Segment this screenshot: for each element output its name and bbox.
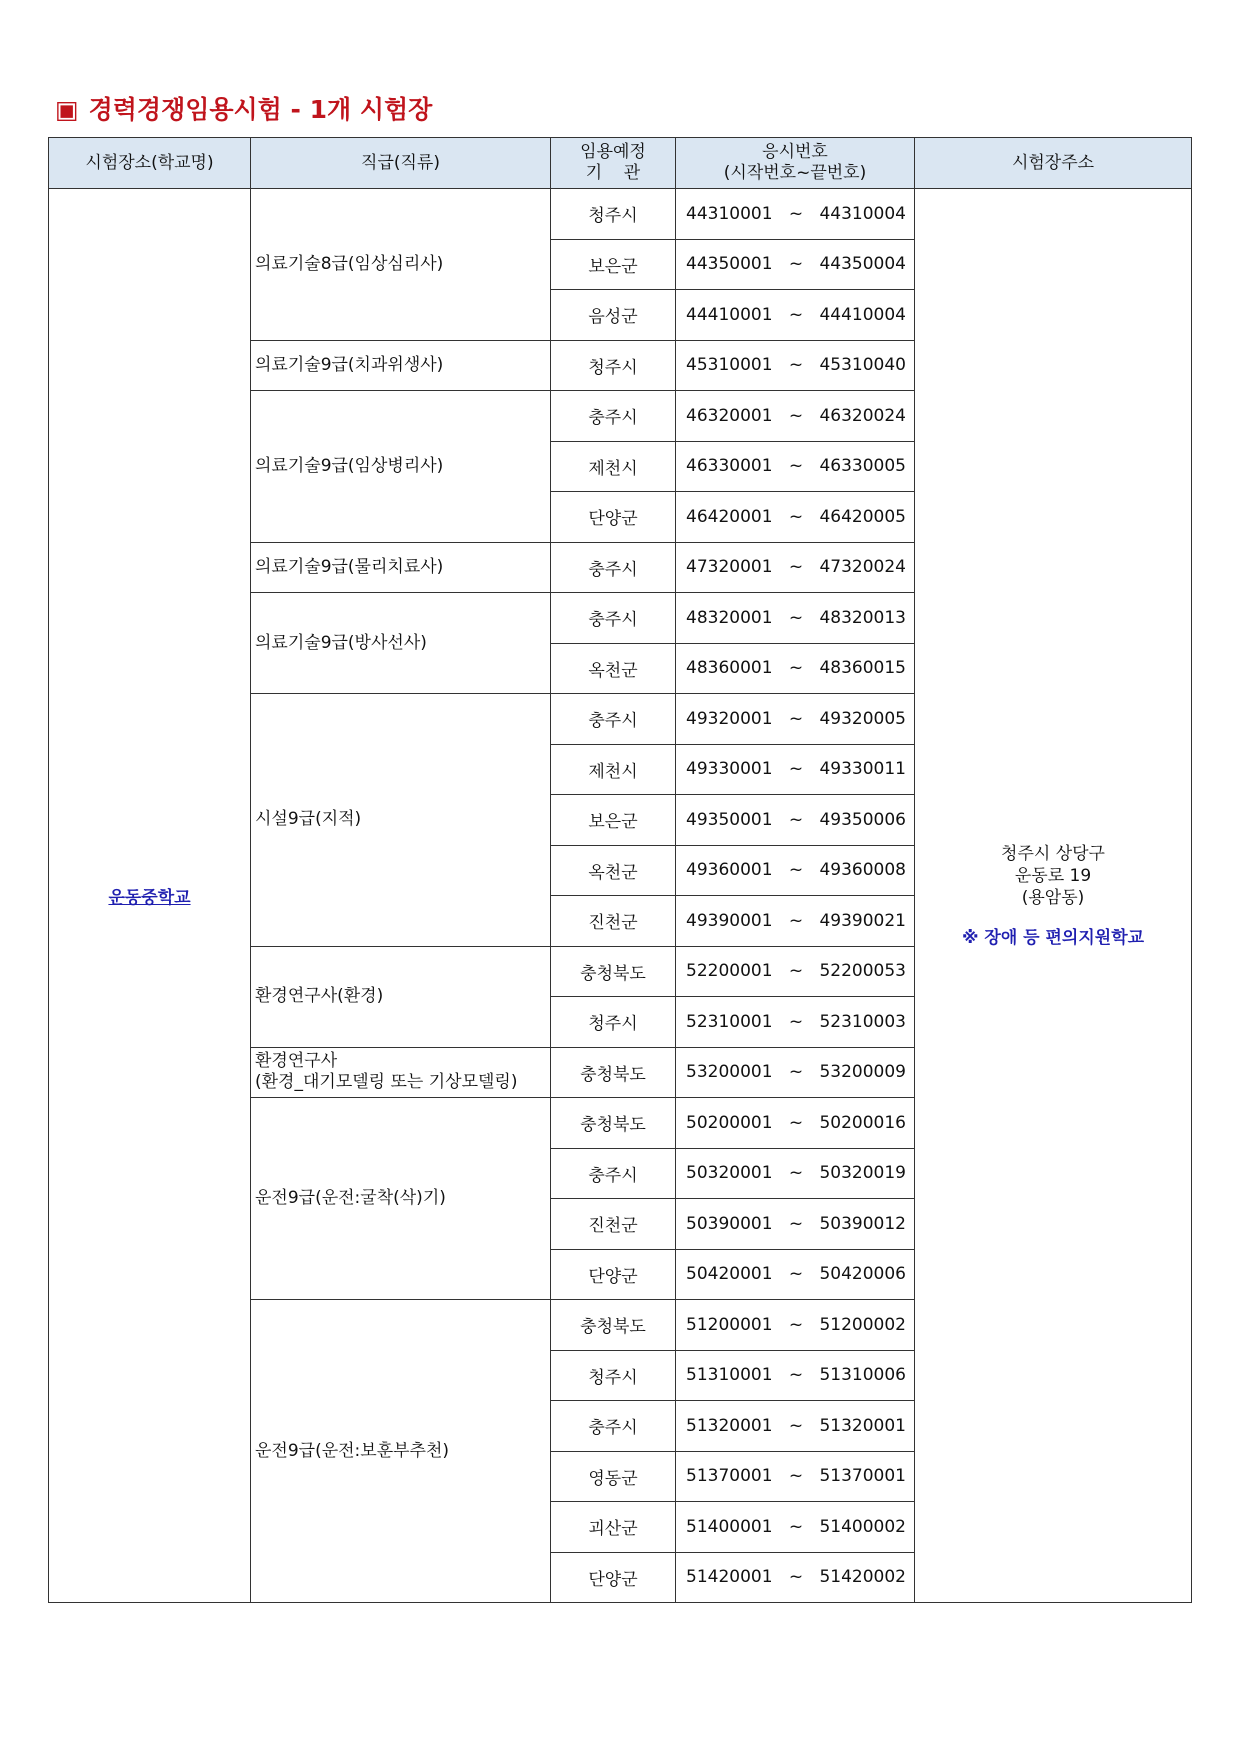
exam-number-range [676, 1300, 915, 1351]
exam-number-end: 44410004 [819, 304, 906, 325]
exam-number-range [676, 1451, 915, 1502]
exam-number-range [676, 1249, 915, 1300]
grade-label: 의료기술9급(치과위생사) [255, 354, 444, 375]
exam-number-sep: ~ [788, 1567, 804, 1588]
exam-number-sep: ~ [788, 1011, 804, 1032]
agency-cell: 진천군 [551, 1199, 676, 1250]
agency-cell: 옥천군 [551, 643, 676, 694]
agency-cell: 충청북도 [551, 1047, 676, 1098]
grade-cell [251, 593, 551, 694]
agency-cell: 영동군 [551, 1451, 676, 1502]
agency-cell: 청주시 [551, 340, 676, 391]
exam-number-start: 50200001 [686, 1112, 773, 1133]
exam-number-start: 44310001 [686, 203, 773, 224]
exam-number-end: 45310040 [819, 355, 906, 376]
grade-label: 의료기술9급(임상병리사) [255, 455, 444, 476]
exam-number-start: 49330001 [686, 759, 773, 780]
grade-label-sub: (환경_대기모델링 또는 기상모델링) [255, 1072, 518, 1093]
agency-cell: 단양군 [551, 1552, 676, 1603]
exam-number-start: 49350001 [686, 809, 773, 830]
header-exam-number [676, 138, 915, 189]
exam-number-range [676, 239, 915, 290]
exam-number-sep: ~ [788, 506, 804, 527]
exam-number-end: 51420002 [819, 1567, 906, 1588]
exam-number-end: 52200053 [819, 961, 906, 982]
exam-number-end: 48320013 [819, 607, 906, 628]
exam-number-start: 51420001 [686, 1567, 773, 1588]
header-grade: 직급(직류) [251, 138, 551, 189]
exam-number-sep: ~ [788, 1365, 804, 1386]
exam-number-start: 51370001 [686, 1466, 773, 1487]
exam-number-start: 48360001 [686, 658, 773, 679]
grade-cell [251, 542, 551, 593]
table-body [49, 189, 1192, 1603]
exam-number-range [676, 694, 915, 745]
exam-number-range [676, 189, 915, 240]
exam-number-range [676, 1401, 915, 1452]
agency-cell: 옥천군 [551, 845, 676, 896]
exam-number-sep: ~ [788, 405, 804, 426]
exam-number-start: 51310001 [686, 1365, 773, 1386]
exam-number-range [676, 542, 915, 593]
exam-number-end: 49390021 [819, 910, 906, 931]
exam-number-sep: ~ [788, 456, 804, 477]
address-line1: 청주시 상당구 [1001, 843, 1105, 864]
exam-number-sep: ~ [788, 1213, 804, 1234]
school-name: 운동중학교 [49, 189, 251, 1603]
agency-cell: 제천시 [551, 441, 676, 492]
grade-label: 환경연구사 [255, 1051, 338, 1072]
exam-number-range [676, 441, 915, 492]
exam-number-range [676, 1502, 915, 1553]
exam-number-start: 44410001 [686, 304, 773, 325]
exam-number-sep: ~ [788, 1163, 804, 1184]
exam-number-start: 53200001 [686, 1062, 773, 1083]
agency-cell: 충주시 [551, 542, 676, 593]
exam-number-start: 46320001 [686, 405, 773, 426]
exam-number-start: 49320001 [686, 708, 773, 729]
exam-number-range [676, 1199, 915, 1250]
exam-number-end: 49350006 [819, 809, 906, 830]
exam-number-start: 51200001 [686, 1314, 773, 1335]
agency-cell: 충주시 [551, 1148, 676, 1199]
exam-number-end: 47320024 [819, 557, 906, 578]
exam-number-sep: ~ [788, 910, 804, 931]
exam-number-range [676, 845, 915, 896]
header-exam-number-line1: 응시번호 [762, 142, 828, 162]
exam-number-end: 46420005 [819, 506, 906, 527]
grade-label: 의료기술8급(임상심리사) [255, 253, 444, 274]
exam-number-sep: ~ [788, 809, 804, 830]
grade-label: 운전9급(운전:보훈부추천) [255, 1440, 450, 1461]
header-venue: 시험장소(학교명) [49, 138, 251, 189]
accessibility-note: ※ 장애 등 편의지원학교 [961, 927, 1145, 948]
agency-cell: 충청북도 [551, 946, 676, 997]
exam-number-start: 45310001 [686, 355, 773, 376]
agency-cell: 청주시 [551, 997, 676, 1048]
exam-number-range [676, 1047, 915, 1098]
venue-address [915, 189, 1192, 1603]
exam-number-end: 46320024 [819, 405, 906, 426]
exam-number-sep: ~ [788, 860, 804, 881]
exam-number-range [676, 997, 915, 1048]
agency-cell: 보은군 [551, 239, 676, 290]
exam-number-sep: ~ [788, 1415, 804, 1436]
grade-cell [251, 694, 551, 947]
exam-number-range [676, 1350, 915, 1401]
header-agency-line1: 임용예정 [580, 142, 646, 162]
agency-cell: 충청북도 [551, 1098, 676, 1149]
exam-number-start: 52310001 [686, 1011, 773, 1032]
exam-number-range [676, 896, 915, 947]
exam-number-start: 47320001 [686, 557, 773, 578]
exam-number-end: 44310004 [819, 203, 906, 224]
exam-number-start: 51320001 [686, 1415, 773, 1436]
exam-number-range [676, 1552, 915, 1603]
exam-number-end: 48360015 [819, 658, 906, 679]
agency-cell: 청주시 [551, 1350, 676, 1401]
address-line2: 운동로 19 [1014, 865, 1092, 886]
header-exam-number-line2: (시작번호~끝번호) [723, 163, 867, 183]
exam-venue-table [48, 137, 1192, 1603]
exam-number-start: 50420001 [686, 1264, 773, 1285]
exam-number-sep: ~ [788, 1112, 804, 1133]
agency-cell: 충주시 [551, 694, 676, 745]
exam-number-range [676, 340, 915, 391]
exam-number-start: 48320001 [686, 607, 773, 628]
title-text: 경력경쟁임용시험 - 1개 시험장 [88, 95, 433, 124]
agency-cell: 음성군 [551, 290, 676, 341]
exam-number-end: 49320005 [819, 708, 906, 729]
exam-number-end: 50390012 [819, 1213, 906, 1234]
grade-cell [251, 1300, 551, 1603]
agency-cell: 단양군 [551, 492, 676, 543]
grade-cell [251, 946, 551, 1047]
exam-number-start: 52200001 [686, 961, 773, 982]
exam-number-range [676, 1098, 915, 1149]
agency-cell: 충청북도 [551, 1300, 676, 1351]
exam-number-sep: ~ [788, 708, 804, 729]
exam-number-sep: ~ [788, 355, 804, 376]
address-line3: (용암동) [1021, 887, 1085, 908]
exam-number-end: 51400002 [819, 1516, 906, 1537]
exam-number-end: 46330005 [819, 456, 906, 477]
exam-number-end: 49330011 [819, 759, 906, 780]
agency-cell: 진천군 [551, 896, 676, 947]
exam-number-end: 50200016 [819, 1112, 906, 1133]
exam-number-end: 51310006 [819, 1365, 906, 1386]
agency-cell: 괴산군 [551, 1502, 676, 1553]
exam-number-end: 50320019 [819, 1163, 906, 1184]
exam-number-range [676, 391, 915, 442]
exam-number-end: 49360008 [819, 860, 906, 881]
exam-number-start: 49360001 [686, 860, 773, 881]
exam-number-end: 50420006 [819, 1264, 906, 1285]
header-agency-line2: 기 관 [585, 163, 641, 183]
grade-label: 의료기술9급(물리치료사) [255, 556, 444, 577]
header-address: 시험장주소 [915, 138, 1192, 189]
exam-number-range [676, 795, 915, 846]
exam-number-sep: ~ [788, 607, 804, 628]
grade-cell [251, 391, 551, 543]
title-square-icon: ▣ [55, 95, 79, 124]
grade-label: 운전9급(운전:굴착(삭)기) [255, 1188, 446, 1208]
exam-number-sep: ~ [788, 1314, 804, 1335]
exam-number-sep: ~ [788, 658, 804, 679]
page-title [55, 90, 432, 126]
exam-number-end: 51370001 [819, 1466, 906, 1487]
exam-number-sep: ~ [788, 759, 804, 780]
exam-number-range [676, 946, 915, 997]
agency-cell: 단양군 [551, 1249, 676, 1300]
exam-number-start: 50320001 [686, 1163, 773, 1184]
exam-number-sep: ~ [788, 1466, 804, 1487]
table-row [49, 189, 1192, 240]
agency-cell: 충주시 [551, 593, 676, 644]
exam-number-range [676, 290, 915, 341]
header-agency [551, 138, 676, 189]
grade-label: 의료기술9급(방사선사) [255, 632, 427, 653]
agency-cell: 보은군 [551, 795, 676, 846]
agency-cell: 제천시 [551, 744, 676, 795]
exam-number-start: 46330001 [686, 456, 773, 477]
exam-number-sep: ~ [788, 304, 804, 325]
exam-number-end: 51200002 [819, 1314, 906, 1335]
exam-number-range [676, 1148, 915, 1199]
exam-number-sep: ~ [788, 203, 804, 224]
grade-cell [251, 1098, 551, 1300]
exam-number-range [676, 643, 915, 694]
exam-number-start: 44350001 [686, 254, 773, 275]
exam-number-end: 52310003 [819, 1011, 906, 1032]
exam-number-sep: ~ [788, 961, 804, 982]
agency-cell: 충주시 [551, 391, 676, 442]
exam-number-end: 51320001 [819, 1415, 906, 1436]
exam-number-end: 53200009 [819, 1062, 906, 1083]
exam-number-sep: ~ [788, 1516, 804, 1537]
exam-number-range [676, 744, 915, 795]
exam-number-range [676, 492, 915, 543]
agency-cell: 충주시 [551, 1401, 676, 1452]
exam-number-sep: ~ [788, 254, 804, 275]
grade-label: 환경연구사(환경) [255, 986, 384, 1006]
exam-number-sep: ~ [788, 557, 804, 578]
exam-number-sep: ~ [788, 1062, 804, 1083]
exam-number-end: 44350004 [819, 254, 906, 275]
agency-cell: 청주시 [551, 189, 676, 240]
exam-number-start: 49390001 [686, 910, 773, 931]
exam-number-start: 51400001 [686, 1516, 773, 1537]
grade-label: 시설9급(지적) [255, 809, 362, 830]
exam-number-sep: ~ [788, 1264, 804, 1285]
grade-cell [251, 1047, 551, 1098]
exam-number-start: 46420001 [686, 506, 773, 527]
exam-number-start: 50390001 [686, 1213, 773, 1234]
exam-number-range [676, 593, 915, 644]
grade-cell [251, 340, 551, 391]
grade-cell [251, 189, 551, 341]
table-header [49, 138, 1192, 189]
